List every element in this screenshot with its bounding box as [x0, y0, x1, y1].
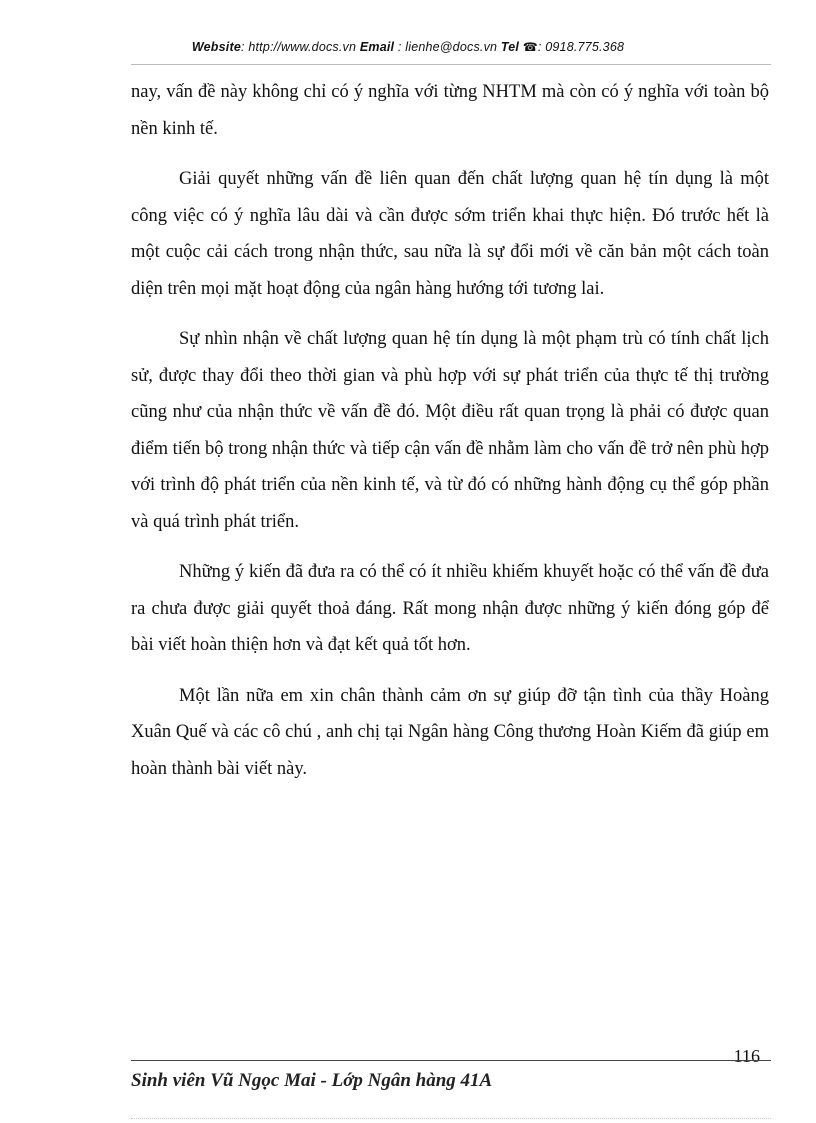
tel-value: : 0918.775.368: [537, 40, 625, 54]
paragraph: Một lần nữa em xin chân thành cảm ơn sự giúp đỡ tận tình của thầy Hoàng Xuân Quế và các cô chú , anh chị tại Ngân hàng Công thương Hoàn Kiếm đã giúp em hoàn thành bài viết này.: [131, 685, 769, 779]
tel-label: Tel: [500, 40, 520, 54]
paragraph-continuation: nay, vấn đề này không chỉ có ý nghĩa với từng NHTM mà còn có ý nghĩa với toàn bộ nền kinh tế.: [131, 82, 769, 139]
email-value[interactable]: : lienhe@docs.vn: [397, 40, 498, 54]
paragraph: Sự nhìn nhận về chất lượng quan hệ tín dụng là một phạm trù có tính chất lịch sử, được thay đổi theo thời gian và phù hợp với sự phát triển của thực tế thị trường cũng như của nhận thức về vấn đề đó. Một điều rất quan trọng là phải có được quan điểm tiến bộ trong nhận thức và tiếp cận vấn đề nhằm làm cho vấn đề trở nên phù hợp với trình độ phát triển của nền kinh tế, và từ đó có những hành động cụ thể góp phần và quá trình phát triển.: [131, 329, 769, 532]
paragraph: Giải quyết những vấn đề liên quan đến chất lượng quan hệ tín dụng là một công việc có ý nghĩa lâu dài và cần được sớm triển khai thực hiện. Đó trước hết là một cuộc cải cách trong nhận thức, sau nữa là sự đổi mới về căn bản một cách toàn diện trên mọi mặt hoạt động của ngân hàng hướng tới tương lai.: [131, 169, 769, 299]
website-label: Website: [191, 40, 241, 54]
page-number: 116: [733, 1046, 760, 1066]
paragraph: Những ý kiến đã đưa ra có thể có ít nhiều khiếm khuyết hoặc có thể vấn đề đưa ra chưa được giải quyết thoả đáng. Rất mong nhận được những ý kiến đóng góp để bài viết hoàn thiện hơn và đạt kết quả tốt hơn.: [131, 562, 769, 655]
footer-bottom-line: [131, 1118, 771, 1119]
phone-icon: ☎: [522, 40, 538, 54]
header-divider: [131, 64, 771, 65]
page-footer: Sinh viên Vũ Ngọc Mai - Lớp Ngân hàng 41A: [131, 1070, 493, 1091]
document-body: [131, 74, 769, 801]
page-header: [0, 40, 816, 54]
footer-divider: [131, 1060, 771, 1061]
website-value[interactable]: : http://www.docs.vn: [240, 40, 357, 54]
email-label: Email: [359, 40, 395, 54]
